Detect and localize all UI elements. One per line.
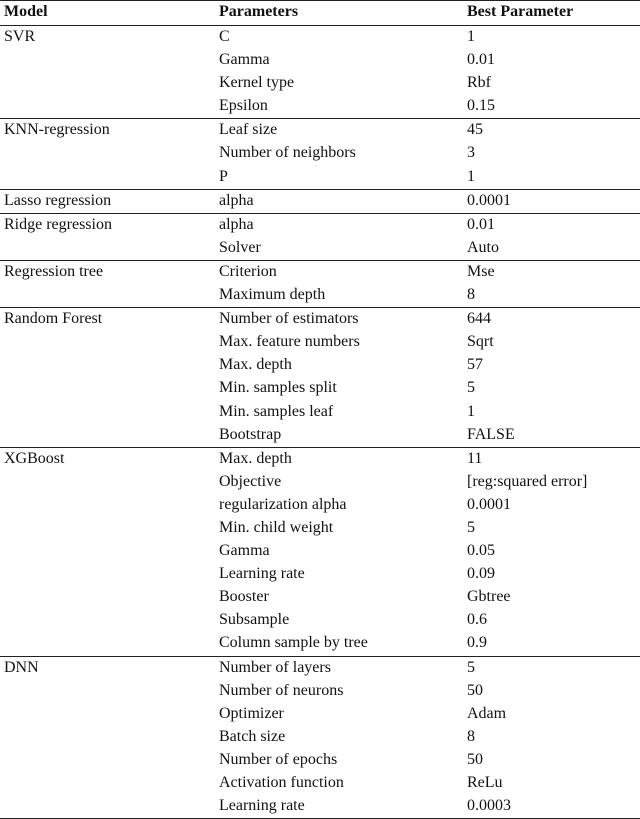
model-cell bbox=[0, 237, 214, 261]
parameter-cell: Booster bbox=[219, 588, 269, 606]
parameter-cell: Epsilon bbox=[219, 97, 268, 115]
header-parameters: Parameters bbox=[214, 1, 462, 26]
best-parameter-cell: Adam bbox=[467, 704, 507, 722]
table-row bbox=[0, 26, 640, 50]
best-parameter-cell: 0.6 bbox=[467, 611, 487, 629]
model-cell bbox=[0, 680, 214, 703]
model-cell bbox=[0, 142, 214, 165]
model-cell bbox=[0, 632, 214, 656]
parameter-cell: Subsample bbox=[219, 611, 290, 629]
model-cell bbox=[0, 563, 214, 586]
parameter-cell: Maximum depth bbox=[219, 286, 326, 304]
table-row bbox=[0, 703, 640, 726]
best-parameter-cell: Gbtree bbox=[467, 588, 511, 606]
model-cell: Random Forest bbox=[0, 308, 214, 332]
model-cell bbox=[0, 166, 214, 190]
parameter-cell: Max. depth bbox=[219, 356, 292, 374]
parameter-cell: Learning rate bbox=[219, 565, 305, 583]
parameter-cell: Min. samples split bbox=[219, 379, 337, 397]
parameter-cell: alpha bbox=[214, 213, 462, 237]
table-row bbox=[0, 447, 640, 471]
parameter-cell: alpha bbox=[214, 189, 462, 213]
table-row bbox=[0, 517, 640, 540]
table-row bbox=[0, 494, 640, 517]
parameter-cell: Batch size bbox=[219, 727, 286, 745]
table-row bbox=[0, 308, 640, 332]
model-cell: Ridge regression bbox=[0, 213, 214, 237]
table-row bbox=[0, 726, 640, 749]
best-parameter-cell: 8 bbox=[467, 286, 475, 304]
table-row bbox=[0, 284, 640, 308]
best-parameter-cell: 1 bbox=[462, 26, 640, 50]
best-parameter-cell: 644 bbox=[462, 308, 640, 332]
parameter-cell: Criterion bbox=[214, 260, 462, 284]
parameter-cell: Max. feature numbers bbox=[219, 333, 360, 351]
best-parameter-cell: 5 bbox=[462, 656, 640, 680]
table-row bbox=[0, 260, 640, 284]
model-cell bbox=[0, 471, 214, 494]
model-cell bbox=[0, 726, 214, 749]
best-parameter-cell: 5 bbox=[467, 518, 475, 536]
best-parameter-cell: 57 bbox=[467, 356, 483, 374]
parameter-cell: Objective bbox=[219, 472, 282, 490]
parameter-cell: Max. depth bbox=[214, 447, 462, 471]
model-cell bbox=[0, 795, 214, 819]
parameter-cell: Kernel type bbox=[219, 74, 295, 92]
best-parameter-cell: 3 bbox=[467, 144, 475, 162]
model-cell bbox=[0, 586, 214, 609]
model-cell bbox=[0, 494, 214, 517]
best-parameter-cell: Auto bbox=[467, 238, 499, 256]
table-row bbox=[0, 471, 640, 494]
model-cell bbox=[0, 377, 214, 400]
parameter-cell: Gamma bbox=[219, 542, 270, 560]
model-cell bbox=[0, 609, 214, 632]
model-cell bbox=[0, 284, 214, 308]
header-best-parameter: Best Parameter bbox=[462, 1, 640, 26]
parameter-cell: Number of epochs bbox=[219, 750, 338, 768]
best-parameter-cell: 5 bbox=[467, 379, 475, 397]
model-cell bbox=[0, 331, 214, 354]
model-cell bbox=[0, 72, 214, 95]
table-row bbox=[0, 72, 640, 95]
best-parameter-cell: 0.0001 bbox=[462, 189, 640, 213]
header-row bbox=[0, 1, 640, 26]
best-parameter-cell: 45 bbox=[462, 119, 640, 143]
best-parameter-cell: 0.15 bbox=[467, 97, 495, 115]
parameter-cell: Column sample by tree bbox=[219, 634, 368, 652]
table-row bbox=[0, 119, 640, 143]
best-parameter-cell: 0.01 bbox=[467, 51, 495, 69]
best-parameter-cell: 0.01 bbox=[462, 213, 640, 237]
parameter-cell: Gamma bbox=[219, 51, 270, 69]
parameter-cell: Leaf size bbox=[214, 119, 462, 143]
table-row bbox=[0, 166, 640, 190]
parameter-cell: C bbox=[214, 26, 462, 50]
table-row bbox=[0, 795, 640, 819]
best-parameter-cell: 50 bbox=[467, 750, 483, 768]
table-row bbox=[0, 609, 640, 632]
model-cell bbox=[0, 540, 214, 563]
best-parameter-cell: 1 bbox=[467, 402, 475, 420]
best-parameter-cell: 11 bbox=[462, 447, 640, 471]
parameter-cell: Learning rate bbox=[214, 795, 462, 819]
parameter-cell: Number of neurons bbox=[219, 681, 344, 699]
parameter-cell: Min. samples leaf bbox=[219, 402, 334, 420]
table-row bbox=[0, 632, 640, 656]
model-cell bbox=[0, 49, 214, 72]
parameter-cell: Min. child weight bbox=[219, 518, 334, 536]
model-cell: DNN bbox=[0, 656, 214, 680]
best-parameter-cell: 0.05 bbox=[467, 542, 495, 560]
table-row bbox=[0, 331, 640, 354]
best-parameter-cell: 8 bbox=[467, 727, 475, 745]
table-body bbox=[0, 26, 640, 819]
table-row bbox=[0, 377, 640, 400]
header-model: Model bbox=[0, 1, 214, 26]
table-row bbox=[0, 213, 640, 237]
model-cell: XGBoost bbox=[0, 447, 214, 471]
best-parameter-cell: 1 bbox=[467, 167, 475, 185]
table-row bbox=[0, 401, 640, 424]
table-row bbox=[0, 749, 640, 772]
best-parameter-cell: Mse bbox=[462, 260, 640, 284]
model-cell bbox=[0, 703, 214, 726]
table-row bbox=[0, 772, 640, 795]
model-cell bbox=[0, 517, 214, 540]
table-row bbox=[0, 237, 640, 261]
best-parameter-cell: 0.09 bbox=[467, 565, 495, 583]
parameter-cell: Solver bbox=[219, 238, 261, 256]
model-cell bbox=[0, 95, 214, 119]
table-row bbox=[0, 142, 640, 165]
best-parameter-cell: Rbf bbox=[467, 74, 491, 92]
parameter-cell: P bbox=[219, 167, 228, 185]
table-row bbox=[0, 354, 640, 377]
model-cell bbox=[0, 354, 214, 377]
table-row bbox=[0, 189, 640, 213]
model-cell: Lasso regression bbox=[0, 189, 214, 213]
best-parameter-cell: 50 bbox=[467, 681, 483, 699]
parameter-cell: Activation function bbox=[219, 774, 344, 791]
best-parameter-cell: FALSE bbox=[467, 425, 515, 443]
model-cell: SVR bbox=[0, 26, 214, 50]
best-parameter-cell: Sqrt bbox=[467, 333, 494, 351]
model-cell: KNN-regression bbox=[0, 119, 214, 143]
best-parameter-cell: ReLu bbox=[467, 774, 503, 791]
table-row bbox=[0, 586, 640, 609]
table-row bbox=[0, 656, 640, 680]
parameter-cell: Bootstrap bbox=[219, 425, 282, 443]
parameter-cell: regularization alpha bbox=[219, 495, 347, 513]
best-parameter-cell: 0.9 bbox=[467, 634, 487, 652]
model-cell bbox=[0, 749, 214, 772]
best-parameter-cell: [reg:squared error] bbox=[467, 472, 588, 490]
parameter-cell: Optimizer bbox=[219, 704, 284, 722]
parameter-cell: Number of layers bbox=[214, 656, 462, 680]
table-row bbox=[0, 49, 640, 72]
table-row bbox=[0, 680, 640, 703]
table-row bbox=[0, 424, 640, 448]
model-cell: Regression tree bbox=[0, 260, 214, 284]
table-row bbox=[0, 540, 640, 563]
model-cell bbox=[0, 401, 214, 424]
parameter-cell: Number of neighbors bbox=[219, 144, 356, 162]
best-parameter-cell: 0.0001 bbox=[467, 495, 511, 513]
model-cell bbox=[0, 772, 214, 795]
parameter-cell: Number of estimators bbox=[214, 308, 462, 332]
table-row bbox=[0, 95, 640, 119]
model-cell bbox=[0, 424, 214, 448]
best-parameter-cell: 0.0003 bbox=[462, 795, 640, 819]
table-row bbox=[0, 563, 640, 586]
